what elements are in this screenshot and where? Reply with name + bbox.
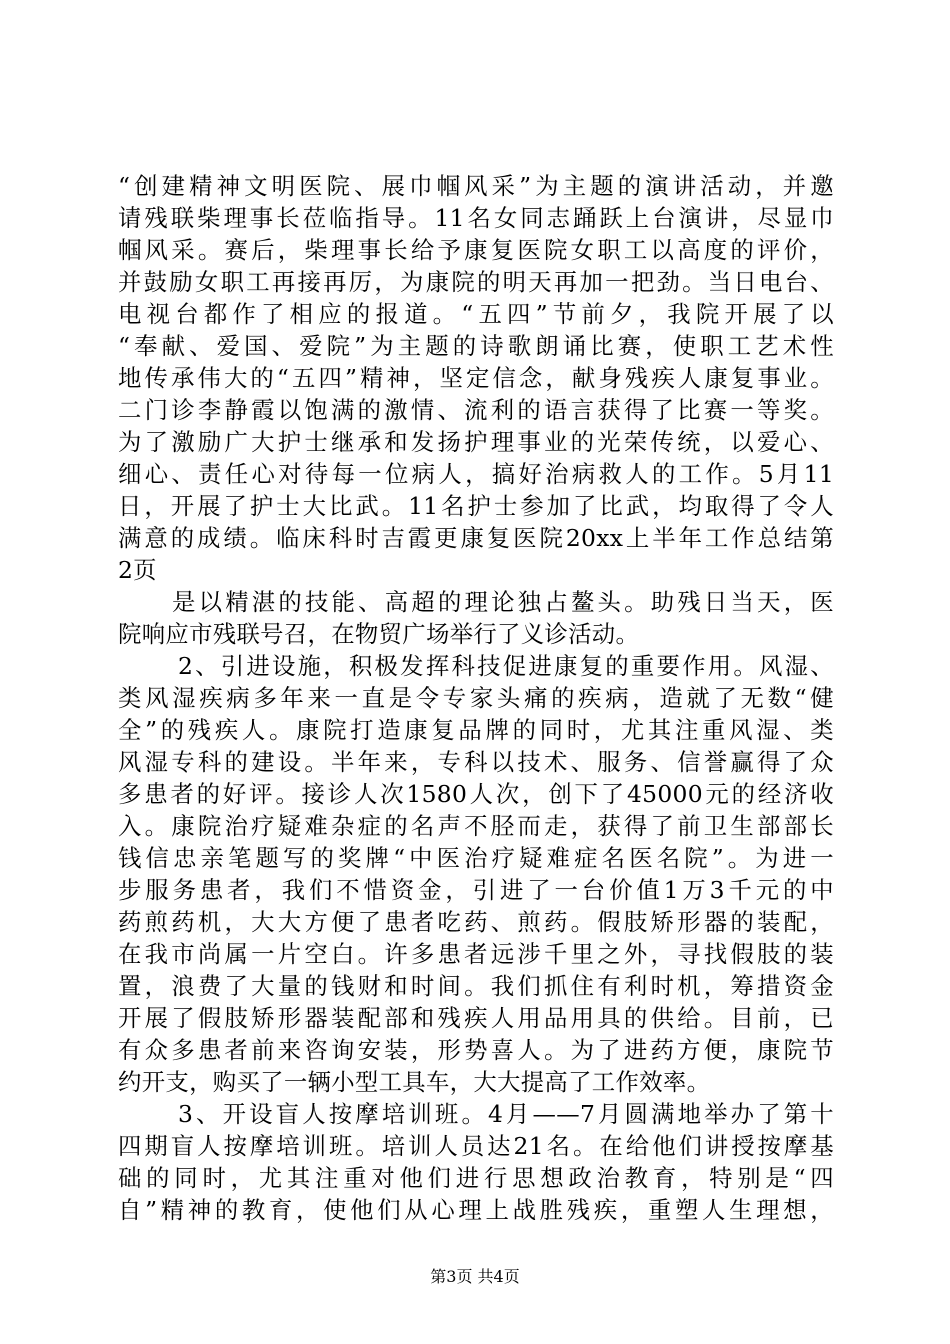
text-line-23: 步服务患者，我们不惜资金，引进了一台价值1万3千元的中 xyxy=(118,876,834,904)
text-line-24: 药煎药机，大大方便了患者吃药、煎药。假肢矫形器的装配， xyxy=(118,908,834,936)
text-line-4: 并鼓励女职工再接再厉，为康院的明天再加一把劲。当日电台、 xyxy=(118,268,834,296)
text-line-13: 2页 xyxy=(118,556,157,584)
text-line-22: 钱信忠亲笔题写的奖牌“中医治疗疑难症名医名院”。为进一 xyxy=(118,844,834,872)
text-line-15: 院响应市残联号召，在物贸广场举行了义诊活动。 xyxy=(118,620,640,648)
text-line-10: 细心、责任心对待每一位病人，搞好治病救人的工作。5月11 xyxy=(118,460,834,488)
text-line-3: 帼风采。赛后，柴理事长给予康复医院女职工以高度的评价， xyxy=(118,236,834,264)
text-line-27: 开展了假肢矫形器装配部和残疾人用品用具的供给。目前，已 xyxy=(118,1004,834,1032)
text-line-18: 全”的残疾人。康院打造康复品牌的同时，尤其注重风湿、类 xyxy=(118,716,834,744)
text-line-33: 自”精神的教育，使他们从心理上战胜残疾，重塑人生理想， xyxy=(118,1196,834,1224)
text-line-20: 多患者的好评。接诊人次1580人次，创下了45000元的经济收 xyxy=(118,780,834,808)
text-line-12: 满意的成绩。临床科时吉霞更康复医院20xx上半年工作总结第 xyxy=(118,524,834,552)
text-line-8: 二门诊李静霞以饱满的激情、流利的语言获得了比赛一等奖。 xyxy=(118,396,834,424)
text-line-21: 入。康院治疗疑难杂症的名声不胫而走，获得了前卫生部部长 xyxy=(118,812,834,840)
text-line-7: 地传承伟大的“五四”精神，坚定信念，献身残疾人康复事业。 xyxy=(118,364,834,392)
text-line-19: 风湿专科的建设。半年来，专科以技术、服务、信誉赢得了众 xyxy=(118,748,834,776)
text-line-16: 2、引进设施，积极发挥科技促进康复的重要作用。风湿、 xyxy=(178,652,834,680)
body-text xyxy=(118,170,834,1226)
text-line-9: 为了激励广大护士继承和发扬护理事业的光荣传统，以爱心、 xyxy=(118,428,834,456)
text-line-28: 有众多患者前来咨询安装，形势喜人。为了进药方便，康院节 xyxy=(118,1036,834,1064)
text-line-17: 类风湿疾病多年来一直是令专家头痛的疾病，造就了无数“健 xyxy=(118,684,834,712)
text-line-31: 四期盲人按摩培训班。培训人员达21名。在给他们讲授按摩基 xyxy=(118,1132,834,1160)
text-line-29: 约开支，购买了一辆小型工具车，大大提高了工作效率。 xyxy=(118,1068,711,1096)
text-line-14: 是以精湛的技能、高超的理论独占鳌头。助残日当天，医 xyxy=(172,588,834,616)
text-line-32: 础的同时，尤其注重对他们进行思想政治教育，特别是“四 xyxy=(118,1164,834,1192)
text-line-5: 电视台都作了相应的报道。“五四”节前夕，我院开展了以 xyxy=(118,300,834,328)
text-line-25: 在我市尚属一片空白。许多患者远涉千里之外，寻找假肢的装 xyxy=(118,940,834,968)
text-line-6: “奉献、爱国、爱院”为主题的诗歌朗诵比赛，使职工艺术性 xyxy=(118,332,834,360)
text-line-30: 3、开设盲人按摩培训班。4月——7月圆满地举办了第十 xyxy=(178,1100,834,1128)
text-line-26: 置，浪费了大量的钱财和时间。我们抓住有利时机，筹措资金 xyxy=(118,972,834,1000)
page-footer: 第3页 共4页 xyxy=(430,1267,520,1286)
text-line-2: 请残联柴理事长莅临指导。11名女同志踊跃上台演讲，尽显巾 xyxy=(118,204,834,232)
text-line-11: 日，开展了护士大比武。11名护士参加了比武，均取得了令人 xyxy=(118,492,834,520)
text-line-1: “创建精神文明医院、展巾帼风采”为主题的演讲活动，并邀 xyxy=(118,172,834,200)
